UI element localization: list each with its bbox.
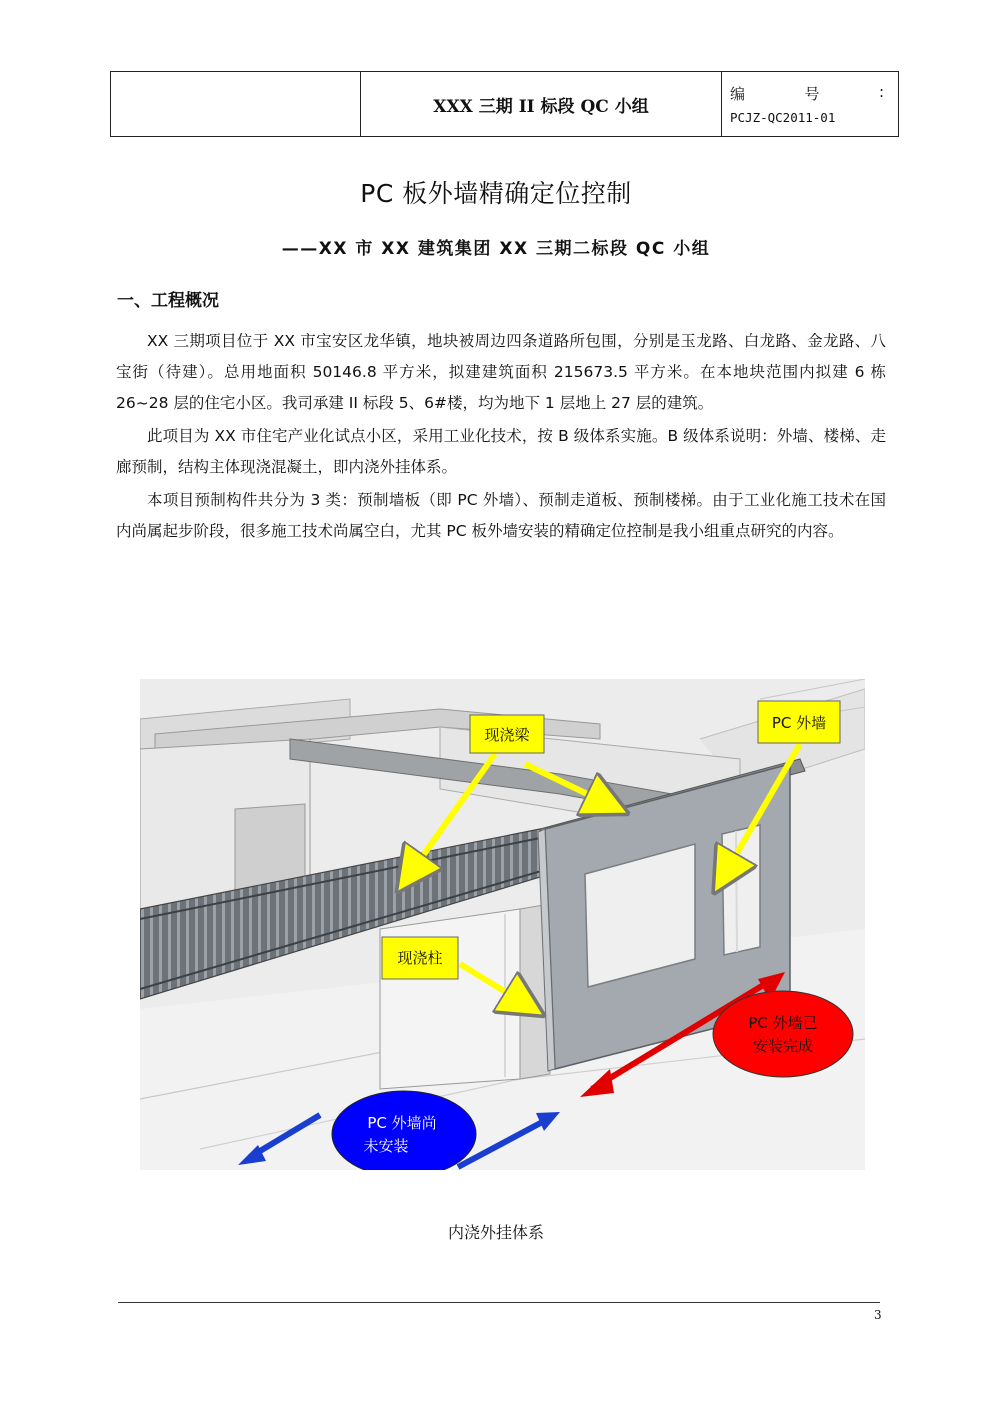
code-label-mid: 号 [804,85,820,103]
not-installed-label-line1: PC 外墙尚 [367,1114,437,1132]
body-text [116,326,886,549]
installed-label-line1: PC 外墙已 [748,1014,818,1032]
code-value: PCJZ-QC2011-01 [730,110,836,125]
code-label-colon: : [878,83,884,101]
figure-caption: 内浇外挂体系 [447,1223,544,1242]
header-code-cell [722,72,899,137]
header-empty-cell [111,72,361,137]
beam-label: 现浇梁 [484,726,530,744]
cast-column-face [380,909,520,1089]
header-title: XXX 三期 II 标段 QC 小组 [361,72,722,137]
header-table [110,71,899,137]
document-subtitle: ——XX 市 XX 建筑集团 XX 三期二标段 QC 小组 [281,239,711,259]
figure-illustration [140,679,865,1170]
construction-figure [140,679,865,1170]
document-title: PC 板外墙精确定位控制 [360,179,632,208]
paragraph-2: 此项目为 XX 市住宅产业化试点小区，采用工业化技术，按 B 级体系实施。B 级体系说明：外墙、楼梯、走廊预制，结构主体现浇混凝土，即内浇外挂体系。 [116,427,886,476]
installed-label-line2: 安装完成 [752,1037,814,1055]
page-number: 3 [874,1308,882,1322]
column-label: 现浇柱 [397,949,443,967]
section-heading: 一、工程概况 [117,291,219,311]
paragraph-3: 本项目预制构件共分为 3 类：预制墙板（即 PC 外墙）、预制走道板、预制楼梯。由于工业化施工技术在国内尚属起步阶段，很多施工技术尚属空白，尤其 PC 板外墙安装的精确定位控制是我小组重点研究的内容。 [116,491,886,540]
code-label [730,83,898,104]
not-installed-label-line2: 未安装 [363,1137,409,1155]
installed-circle [713,991,853,1077]
footer-rule [118,1302,880,1303]
pc-wall-label: PC 外墙 [771,714,827,732]
code-label-left: 编 [730,85,746,103]
paragraph-1: XX 三期项目位于 XX 市宝安区龙华镇，地块被周边四条道路所包围，分别是玉龙路、白龙路、金龙路、八宝街（待建）。总用地面积 50146.8 平方米，拟建建筑面积 215673.5 平方米。在本地块范围内拟建 6 栋 26~28 层的住宅小区。我司承建 II 标段 5、6#楼，均为地下 1 层地上 27 层的建筑。 [116,332,886,412]
